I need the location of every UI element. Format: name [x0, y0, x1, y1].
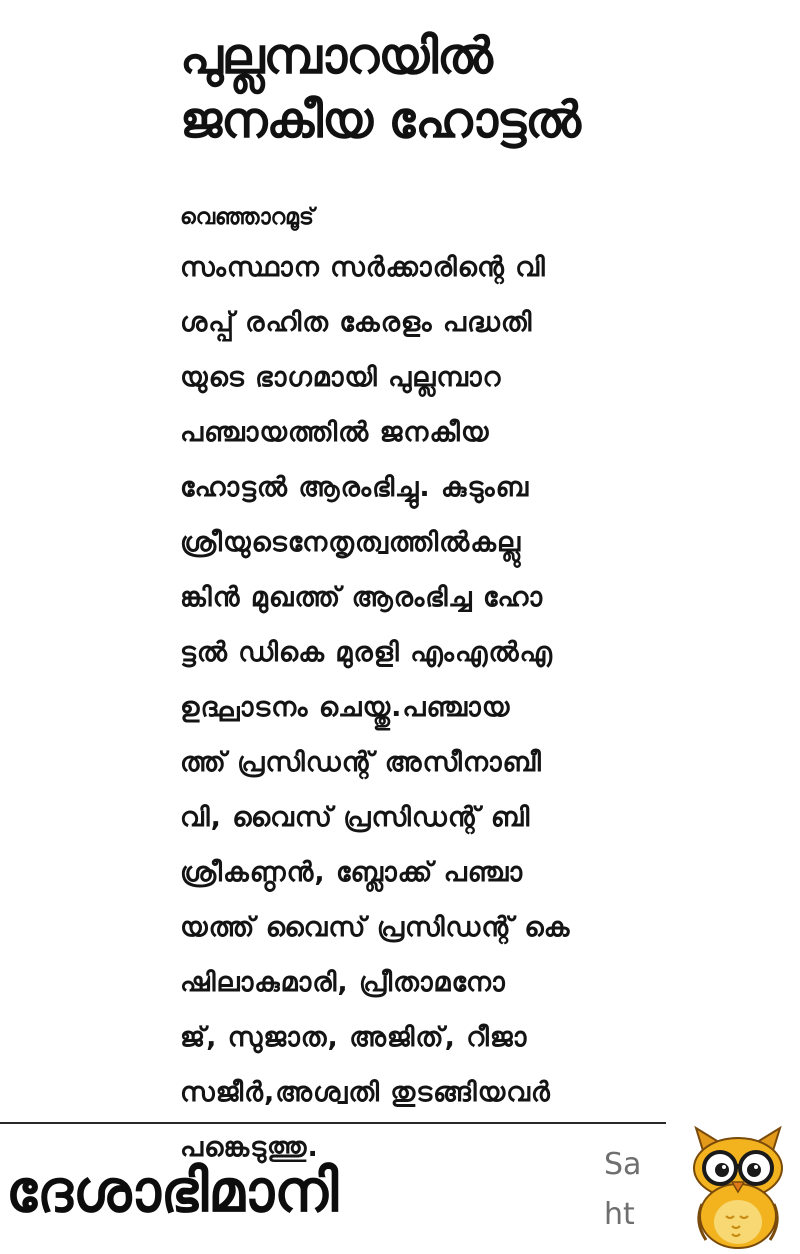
article-dateline: വെഞ്ഞാറമൂട്	[180, 205, 314, 230]
body-line: ഷിലാകുമാരി, പ്രീതാമനോ	[180, 967, 506, 998]
body-line: ങ്കിൻ മുഖത്ത് ആരംഭിച്ച ഹോ	[180, 582, 544, 613]
article-headline	[180, 24, 740, 152]
body-line: പങ്കെടുത്തു.	[180, 1132, 319, 1163]
body-line: ത്ത് പ്രസിഡന്റ് അസീനാബീ	[180, 747, 542, 778]
body-line: ശ്രീകണ്ഠൻ, ബ്ലോക്ക് പഞ്ചാ	[180, 857, 523, 888]
body-line: ജ്, സുജാത, അജിത്, റീജാ	[180, 1022, 528, 1053]
body-line: ശപ്പ് രഹിത കേരളം പദ്ധതി	[180, 307, 533, 338]
body-line: ഹോട്ടൽ ആരംഭിച്ചു. കുടുംബ	[180, 472, 530, 503]
body-line: വി, വൈസ് പ്രസിഡന്റ് ബി	[180, 802, 531, 833]
body-line: ഉദ്ഘാടനം ചെയ്തു.പഞ്ചായ	[180, 692, 511, 723]
masthead-divider	[0, 1122, 666, 1124]
body-line: സജീർ,അശ്വതി തുടങ്ങിയവർ	[180, 1077, 551, 1108]
body-line: ശ്രീയുടെനേതൃത്വത്തിൽകല്ലു	[180, 527, 522, 558]
watermark-line-2: ht	[604, 1197, 635, 1232]
watermark-line-1: Sa	[604, 1147, 642, 1182]
watermark-text	[604, 1140, 680, 1240]
owl-icon	[682, 1124, 794, 1250]
newspaper-masthead: ദേശാഭിമാനി	[6, 1157, 339, 1225]
article-body	[180, 240, 740, 1175]
body-line: പഞ്ചായത്തിൽ ജനകീയ	[180, 417, 490, 448]
body-line: ട്ടൽ ഡികെ മുരളി എംഎൽഎ	[180, 637, 554, 668]
headline-line-1: പുല്ലമ്പാറയിൽ	[180, 27, 492, 85]
body-line: യുടെ ഭാഗമായി പുല്ലമ്പാറ	[180, 362, 502, 393]
headline-line-2: ജനകീയ ഹോട്ടൽ	[180, 91, 580, 149]
body-line: യത്ത് വൈസ് പ്രസിഡന്റ് കെ	[180, 912, 571, 943]
body-line: സംസ്ഥാന സർക്കാരിന്റെ വി	[180, 252, 546, 283]
news-clipping	[180, 24, 740, 1175]
